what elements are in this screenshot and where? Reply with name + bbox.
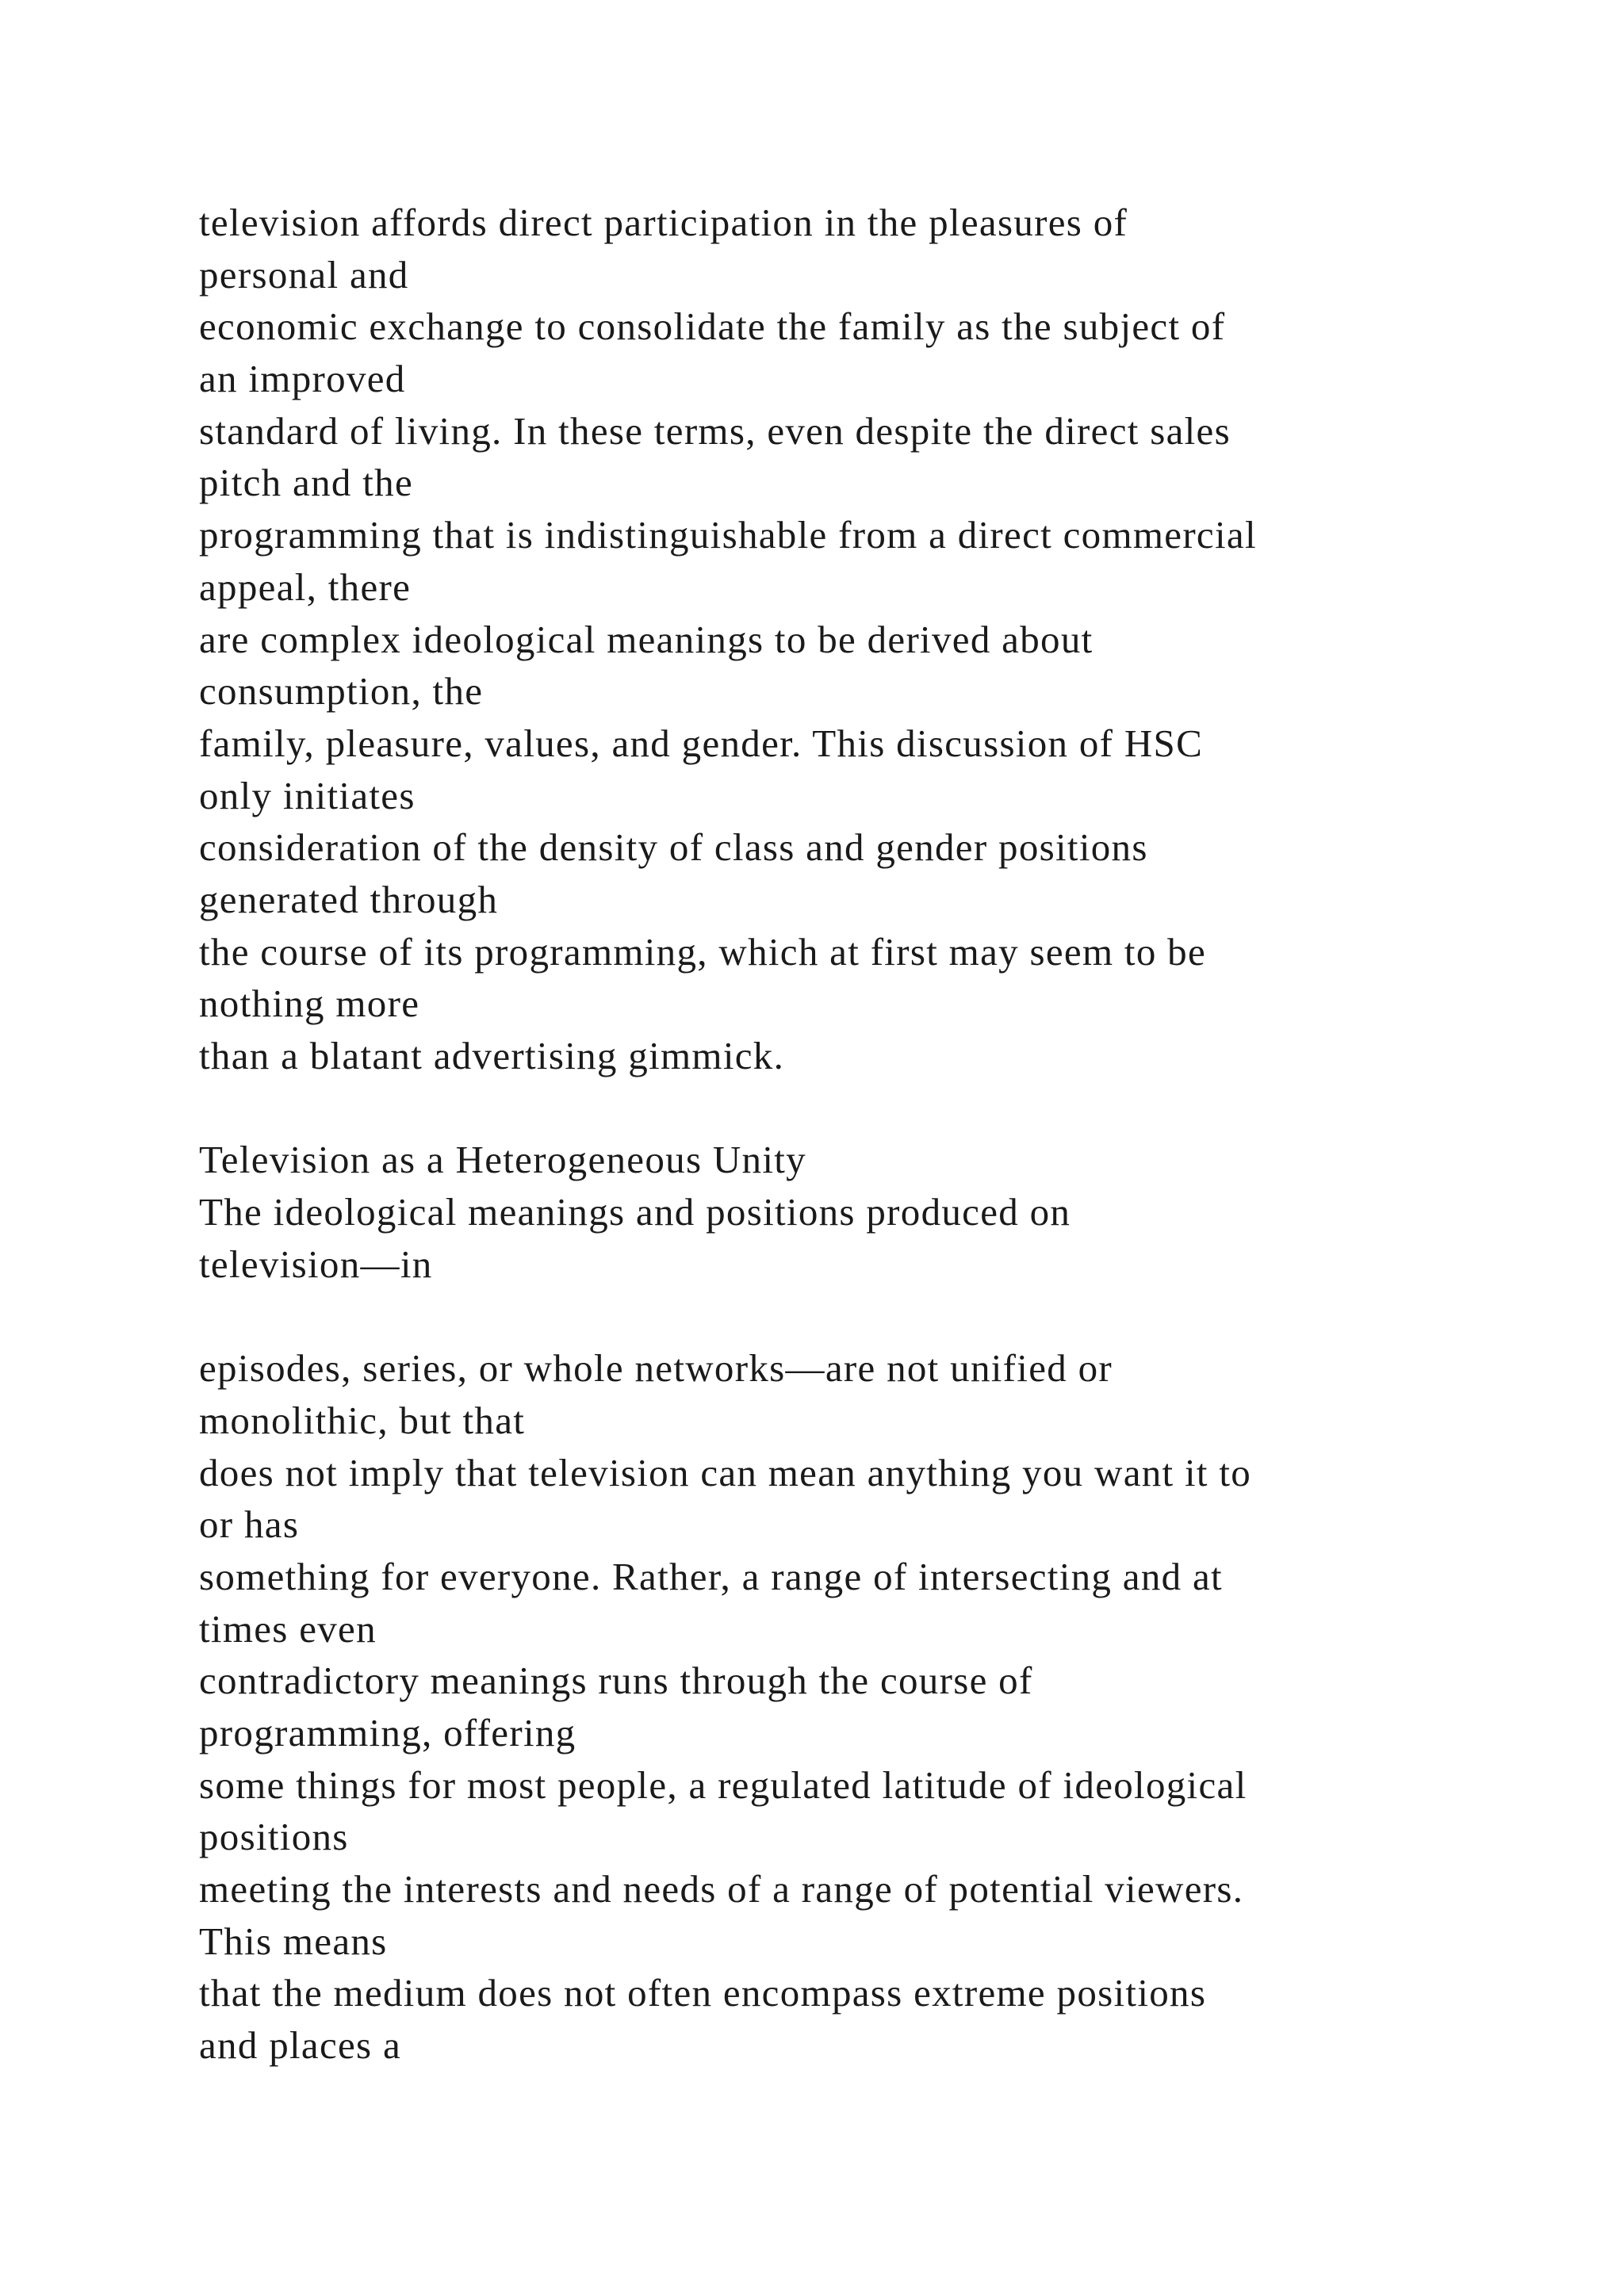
- text-line: meeting the interests and needs of a range of potential viewers.: [199, 1867, 1244, 1911]
- text-line: than a blatant advertising gimmick.: [199, 1034, 785, 1077]
- text-line: consideration of the density of class and gender positions: [199, 825, 1148, 870]
- text-line: an improved: [199, 357, 406, 401]
- text-line: appeal, there: [199, 564, 412, 609]
- text-line: consumption, the: [199, 669, 484, 714]
- text-line: does not imply that television can mean anything you want it to: [199, 1450, 1252, 1494]
- text-line: television affords direct participation in the pleasures of: [199, 201, 1128, 244]
- text-line: family, pleasure, values, and gender. This discussion of HSC: [199, 721, 1204, 765]
- text-line: are complex ideological meanings to be derived about: [199, 617, 1094, 661]
- text-line: personal and: [199, 252, 409, 297]
- text-line: economic exchange to consolidate the family as the subject of: [199, 304, 1226, 349]
- text-line: nothing more: [199, 982, 420, 1026]
- body-text: [199, 197, 1595, 2072]
- text-line: only initiates: [199, 773, 416, 817]
- text-line: the course of its programming, which at first may seem to be: [199, 929, 1207, 974]
- text-line: monolithic, but that: [199, 1398, 526, 1442]
- text-line: The ideological meanings and positions produced on: [199, 1190, 1071, 1234]
- text-line: times even: [199, 1606, 377, 1651]
- text-line: generated through: [199, 877, 499, 921]
- section-heading: Television as a Heterogeneous Unity: [199, 1138, 806, 1182]
- text-line: pitch and the: [199, 461, 413, 505]
- blank-line: [199, 1082, 1595, 1135]
- text-line: This means: [199, 1919, 388, 1963]
- text-line: positions: [199, 1815, 349, 1859]
- text-line: programming that is indistinguishable from a direct commercial: [199, 513, 1257, 557]
- text-line: contradictory meanings runs through the course of: [199, 1659, 1033, 1703]
- text-line: episodes, series, or whole networks—are not unified or: [199, 1346, 1113, 1391]
- text-line: standard of living. In these terms, even despite the direct sales: [199, 408, 1231, 453]
- blank-line: [199, 1290, 1595, 1342]
- text-line: some things for most people, a regulated latitude of ideological: [199, 1762, 1247, 1807]
- text-line: programming, offering: [199, 1710, 576, 1755]
- text-line: television—in: [199, 1242, 433, 1286]
- text-line: and places a: [199, 2023, 402, 2068]
- text-line: or has: [199, 1502, 300, 1547]
- text-line: something for everyone. Rather, a range of intersecting and at: [199, 1554, 1223, 1598]
- text-line: that the medium does not often encompass extreme positions: [199, 1971, 1207, 2015]
